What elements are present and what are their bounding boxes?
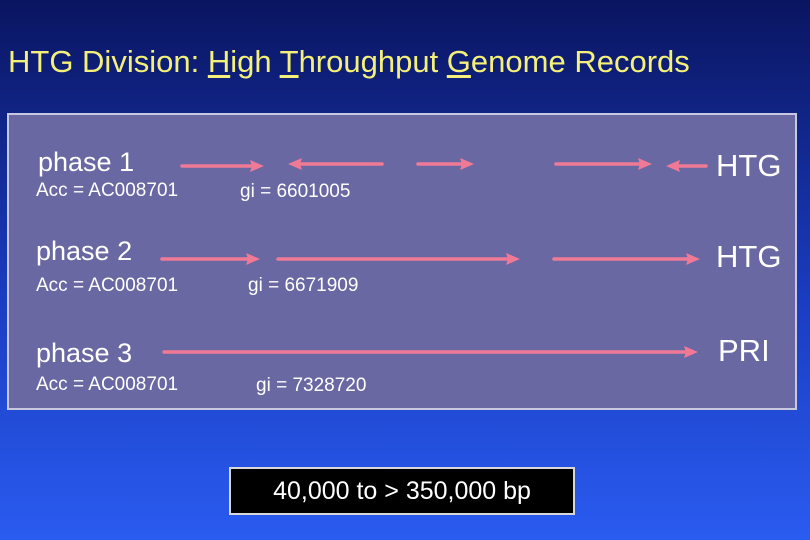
title-part-igh: igh xyxy=(230,44,280,79)
phase-2-division: HTG xyxy=(716,239,782,274)
phase-3-division: PRI xyxy=(718,333,770,368)
phase-2-arrow-1 xyxy=(162,253,260,265)
phase-3-gi: gi = 7328720 xyxy=(256,375,367,396)
phase-1-arrow-2 xyxy=(288,158,382,170)
title-prefix: HTG Division: xyxy=(8,44,208,79)
phase-1-arrow-3 xyxy=(418,158,474,170)
phase-1-arrow-5 xyxy=(666,160,706,172)
phase-2-accession: Acc = AC008701 xyxy=(36,275,179,296)
phase-1-arrow-1 xyxy=(182,160,264,172)
phase-3-arrow-1 xyxy=(164,346,698,358)
phase-2-arrow-2 xyxy=(278,253,520,265)
phase-1-arrow-4 xyxy=(556,158,652,170)
phase-1-division: HTG xyxy=(716,148,782,183)
title-part-enome-records: enome Records xyxy=(470,44,690,79)
phase-2-gi: gi = 6671909 xyxy=(248,275,359,296)
size-range-label: 40,000 to > 350,000 bp xyxy=(229,467,575,515)
title-letter-t: T xyxy=(279,44,299,79)
phase-2-arrow-3 xyxy=(554,253,700,265)
title-letter-h: H xyxy=(207,44,231,79)
title-letter-g: G xyxy=(446,44,471,79)
phase-1-label: phase 1 xyxy=(38,147,135,177)
phase-3-label: phase 3 xyxy=(36,338,133,368)
title-part-hroughput: hroughput xyxy=(298,44,447,79)
phase-2-label: phase 2 xyxy=(36,236,133,266)
phase-1-gi: gi = 6601005 xyxy=(240,181,351,202)
phase-3-accession: Acc = AC008701 xyxy=(36,374,179,395)
phase-1-accession: Acc = AC008701 xyxy=(36,180,179,201)
